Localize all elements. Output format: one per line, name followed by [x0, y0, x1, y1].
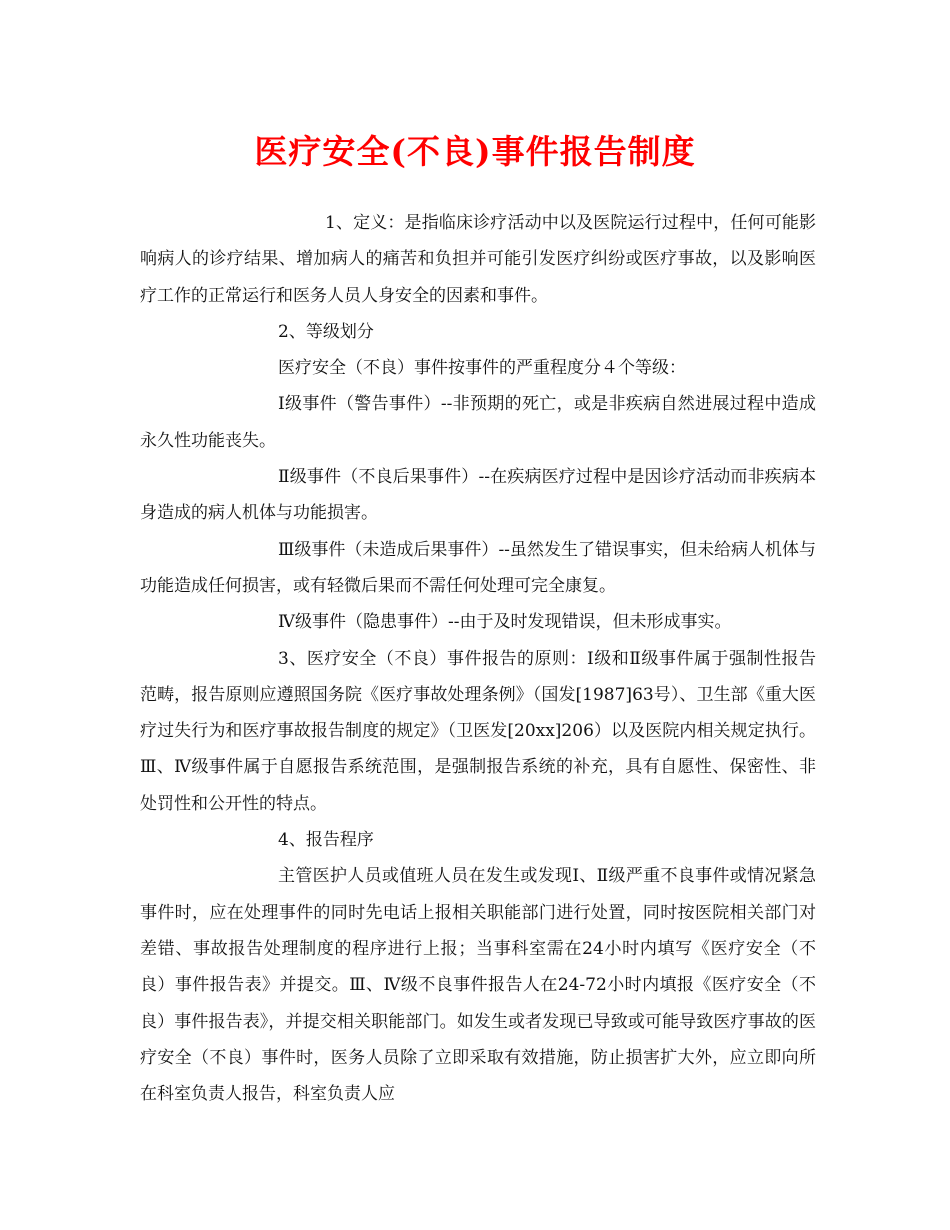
document-body [140, 205, 816, 1112]
paragraph-level-4: Ⅳ级事件（隐患事件）--由于及时发现错误，但未形成事实。 [278, 612, 732, 633]
heading-reporting-procedure: 4、报告程序 [278, 830, 374, 851]
heading-level-division: 2、等级划分 [278, 321, 374, 342]
paragraph-level-3: Ⅲ级事件（未造成后果事件）--虽然发生了错误事实，但未给病人机体与功能造成任何损害，或有轻微后果而不需任何处理可完全康复。 [140, 539, 816, 596]
paragraph-level-2: Ⅱ级事件（不良后果事件）--在疾病医疗过程中是因诊疗活动而非疾病本身造成的病人机体与功能损害。 [140, 467, 816, 524]
paragraph-reporting-principles: 3、医疗安全（不良）事件报告的原则：Ⅰ级和Ⅱ级事件属于强制性报告范畴，报告原则应遵照国务院《医疗事故处理条例》（国发[1987]63号）、卫生部《重大医疗过失行为和医疗事故报告制度的规定》（卫医发[20xx]206）以及医院内相关规定执行。Ⅲ、Ⅳ级事件属于自愿报告系统范围，是强制报告系统的补充，具有自愿性、保密性、非处罚性和公开性的特点。 [140, 648, 816, 814]
document-title: 医疗安全(不良)事件报告制度 [254, 132, 696, 171]
paragraph-reporting-procedure: 主管医护人员或值班人员在发生或发现Ⅰ、Ⅱ级严重不良事件或情况紧急事件时，应在处理事件的同时先电话上报相关职能部门进行处置，同时按医院相关部门对差错、事故报告处理制度的程序进行上报；当事科室需在24小时内填写《医疗安全（不良）事件报告表》并提交。Ⅲ、Ⅳ级不良事件报告人在24-72小时内填报《医疗安全（不良）事件报告表》，并提交相关职能部门。如发生或者发现已导致或可能导致医疗事故的医疗安全（不良）事件时，医务人员除了立即采取有效措施，防止损害扩大外，应立即向所在科室负责人报告，科室负责人应 [140, 866, 816, 1105]
paragraph-level-1: Ⅰ级事件（警告事件）--非预期的死亡，或是非疾病自然进展过程中造成永久性功能丧失。 [140, 394, 816, 451]
paragraph-definition: 1、定义：是指临床诊疗活动中以及医院运行过程中，任何可能影响病人的诊疗结果、增加病人的痛苦和负担并可能引发医疗纠纷或医疗事故，以及影响医疗工作的正常运行和医务人员人身安全的因素和事件。 [140, 213, 816, 306]
paragraph-level-intro: 医疗安全（不良）事件按事件的严重程度分４个等级： [278, 358, 686, 379]
